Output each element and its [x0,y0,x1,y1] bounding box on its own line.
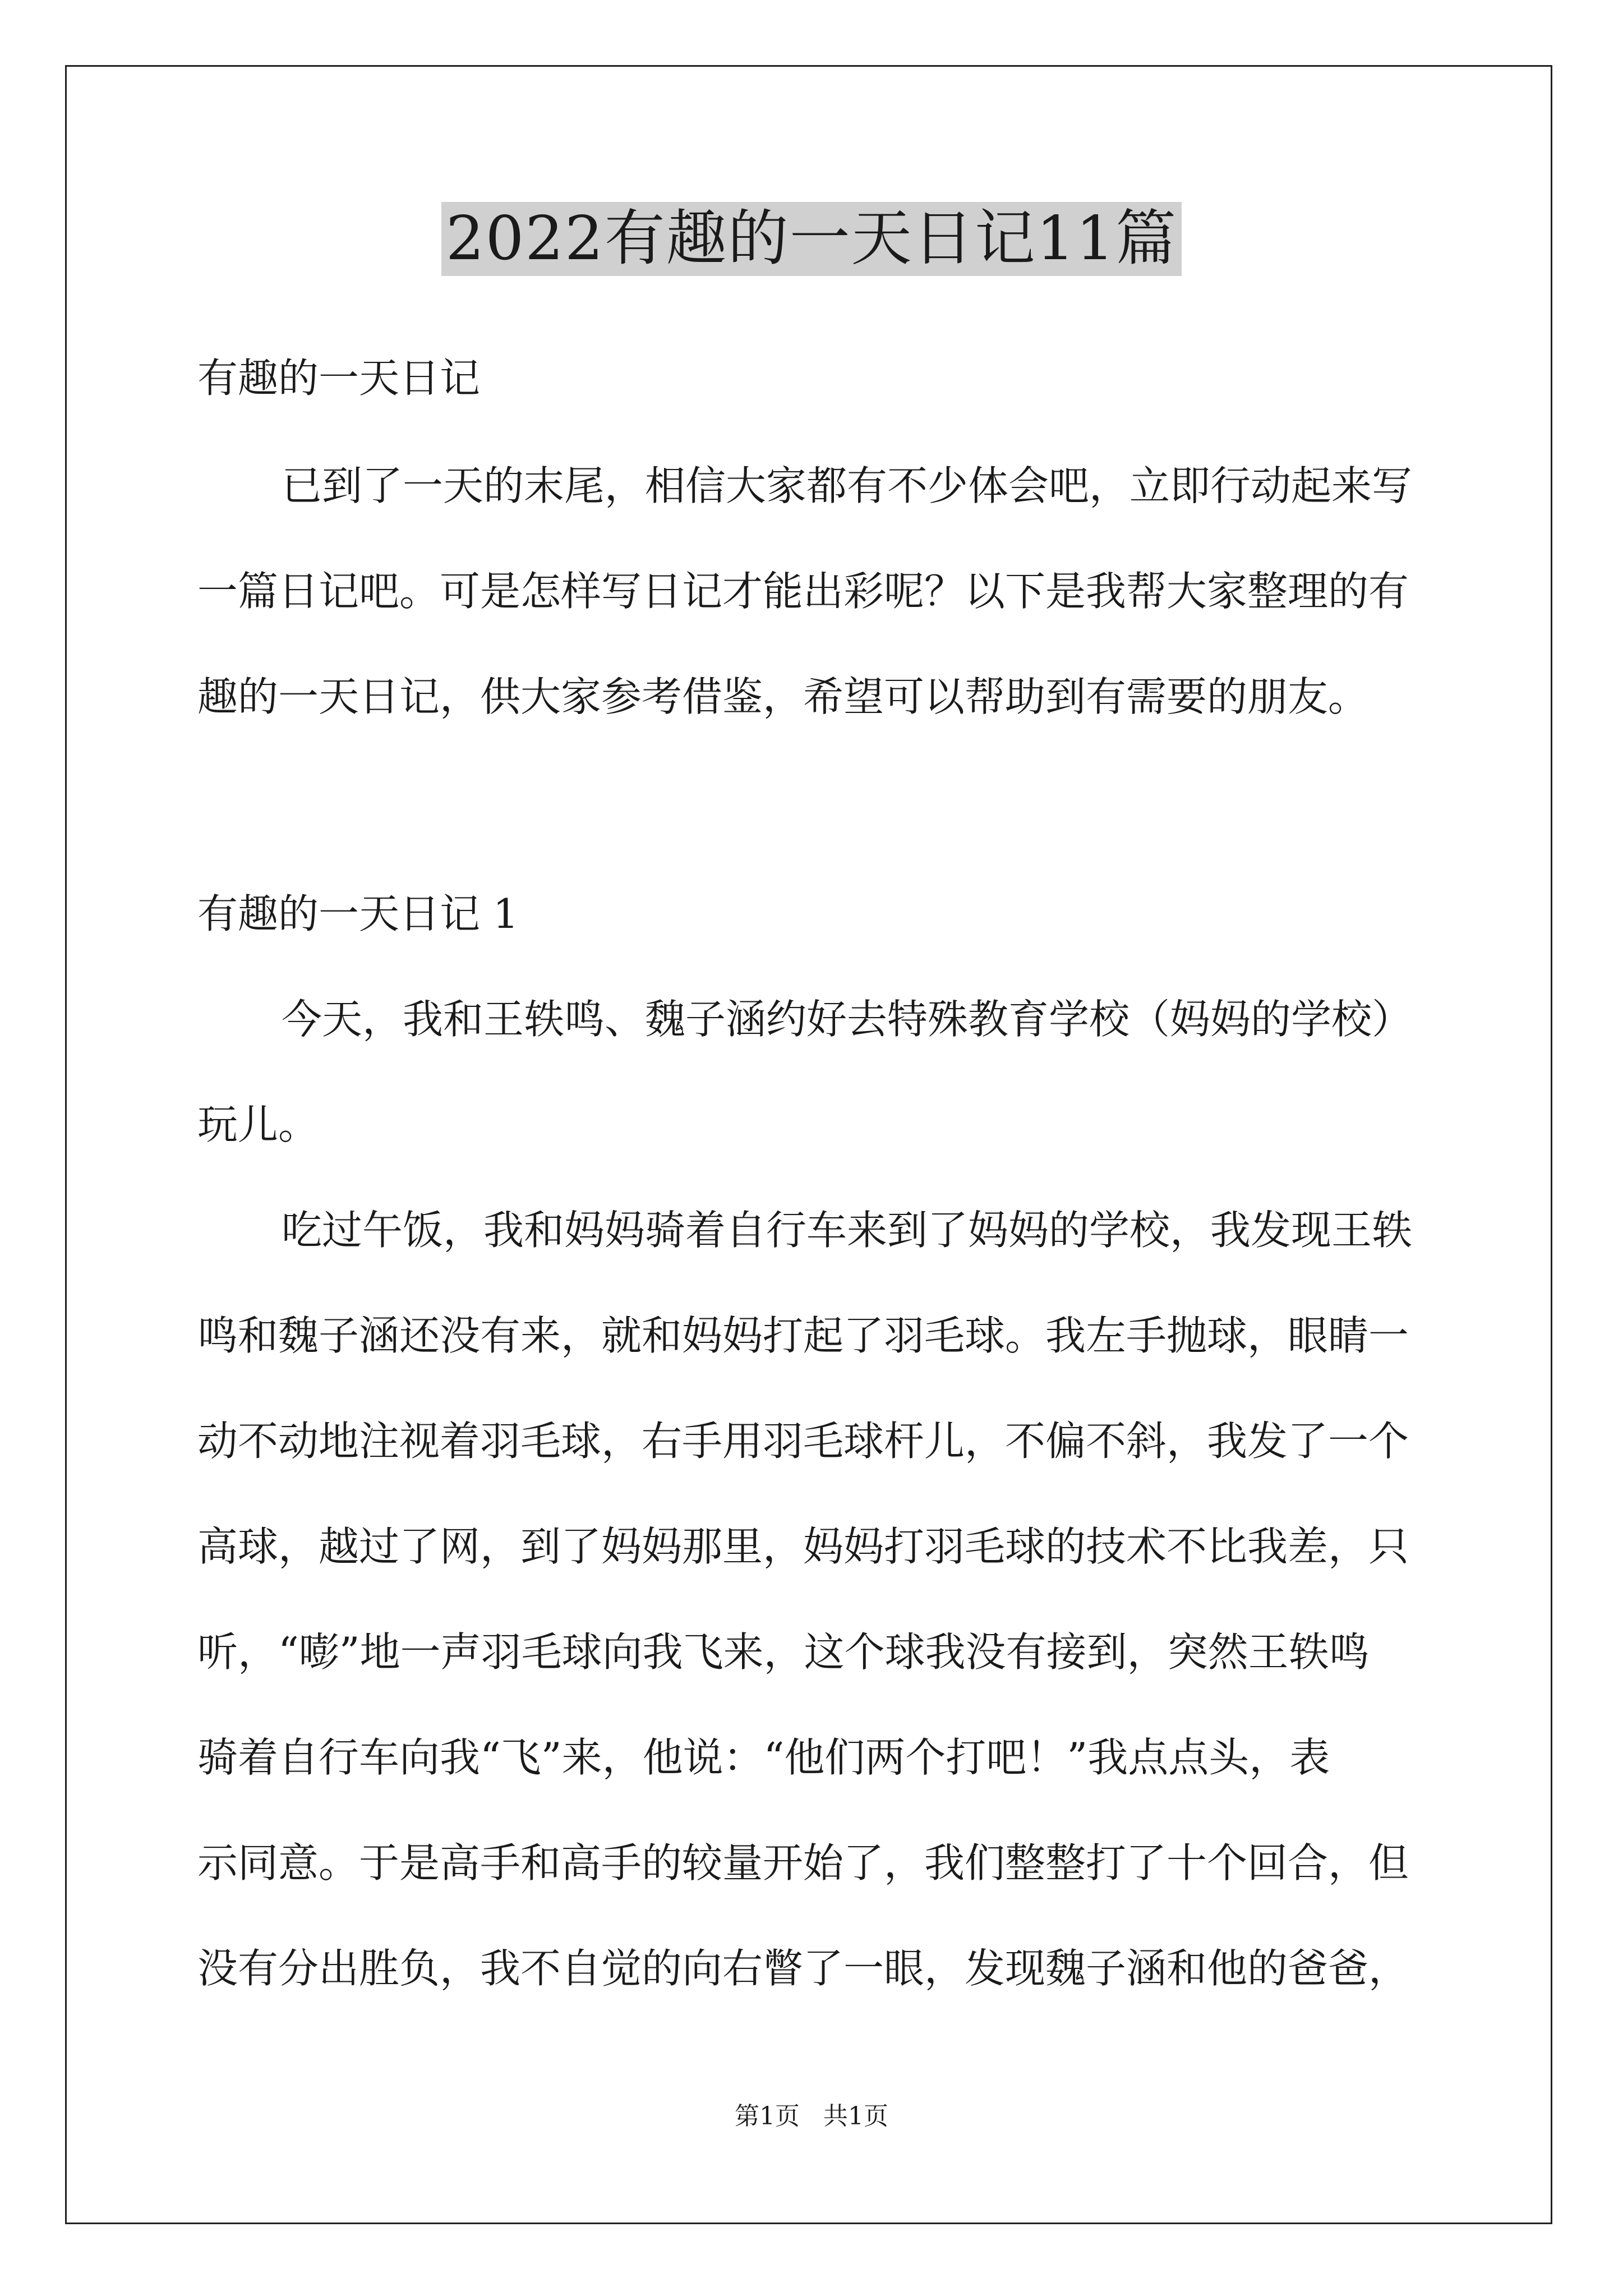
paragraph-line: 动不动地注视着羽毛球，右手用羽毛球杆儿，不偏不斜，我发了一个 [197,1418,1409,1465]
document-title: 2022有趣的一天日记11篇 [441,202,1182,276]
page-number: 第1页 [735,2102,800,2131]
paragraph-line: 趣的一天日记，供大家参考借鉴，希望可以帮助到有需要的朋友。 [197,673,1369,720]
page-total: 共1页 [823,2102,888,2131]
intro-heading: 有趣的一天日记 [197,355,481,402]
paragraph-line: 今天，我和王轶鸣、魏子涵约好去特殊教育学校（妈妈的学校） [282,996,1413,1043]
paragraph-line: 听，“嘭”地一声羽毛球向我飞来，这个球我没有接到，突然王轶鸣 [197,1628,1370,1676]
paragraph-line: 鸣和魏子涵还没有来，就和妈妈打起了羽毛球。我左手抛球，眼睛一 [197,1312,1409,1359]
paragraph-line: 已到了一天的末尾，相信大家都有不少体会吧，立即行动起来写 [282,462,1413,509]
paragraph-line: 吃过午饭，我和妈妈骑着自行车来到了妈妈的学校，我发现王轶 [282,1207,1413,1254]
paragraph-line: 高球，越过了网，到了妈妈那里，妈妈打羽毛球的技术不比我差，只 [197,1523,1409,1570]
paragraph-line: 没有分出胜负，我不自觉的向右瞥了一眼，发现魏子涵和他的爸爸， [197,1945,1409,1992]
page-footer [0,2101,1623,2132]
section-heading: 有趣的一天日记 1 [197,890,519,937]
paragraph-line: 示同意。于是高手和高手的较量开始了，我们整整打了十个回合，但 [197,1839,1409,1887]
paragraph-line: 一篇日记吧。可是怎样写日记才能出彩呢？以下是我帮大家整理的有 [197,568,1409,615]
title-container [0,202,1623,276]
paragraph-line: 玩儿。 [197,1101,319,1148]
paragraph-line: 骑着自行车向我“飞”来，他说：“他们两个打吧！”我点点头，表 [197,1734,1330,1781]
